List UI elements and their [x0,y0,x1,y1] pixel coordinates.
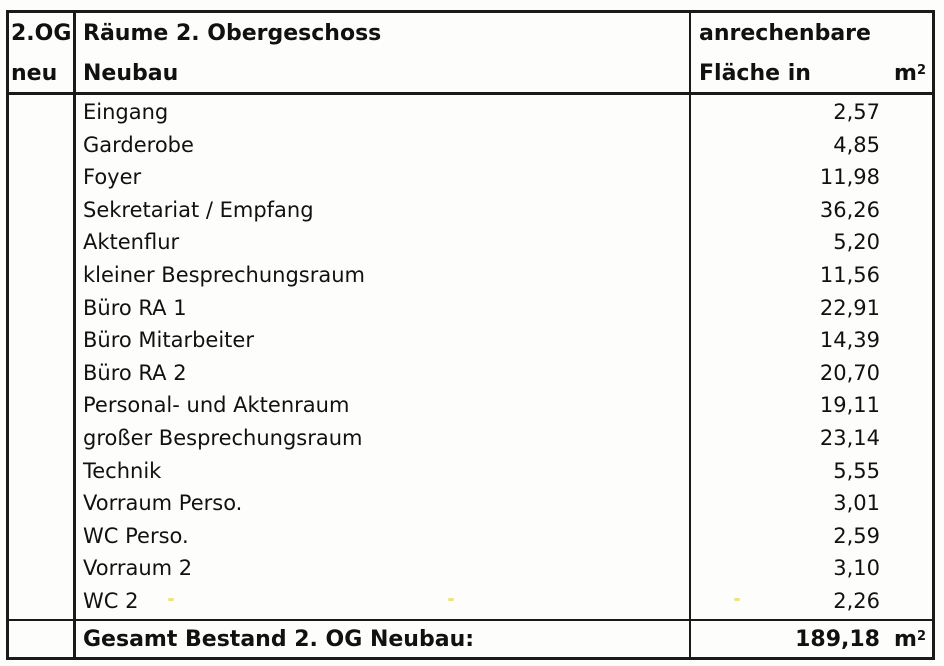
scan-speck [734,598,740,601]
header-area-label: anrechenbare [699,21,871,46]
room-area: 3,10 [833,556,880,581]
room-name: Büro Mitarbeiter [83,328,254,353]
room-name: kleiner Besprechungsraum [83,263,365,287]
room-name: Büro RA 1 [83,295,187,320]
room-name: Büro RA 2 [83,360,187,385]
room-name: Vorraum Perso. [83,491,243,516]
table-row [9,456,932,489]
room-name: Garderobe [83,132,194,157]
table-row [9,586,932,619]
room-area: 36,26 [819,197,880,222]
room-area: 2,26 [833,589,880,613]
table-row [9,521,932,554]
table-row [9,293,932,326]
table-row [9,423,932,456]
room-name: Sekretariat / Empfang [83,197,314,222]
header-rooms-label: Räume 2. Obergeschoss [83,21,382,46]
room-area: 2,59 [833,523,880,548]
table-row [9,260,932,293]
room-area: 5,20 [833,230,880,255]
room-area: 23,14 [819,426,880,450]
room-area: 22,91 [819,295,880,320]
room-name: WC 2 [83,589,139,613]
table-row [9,488,932,521]
room-name: großer Besprechungsraum [83,426,363,450]
room-name: Foyer [83,165,142,190]
table-row [9,358,932,391]
room-name: Technik [83,458,162,483]
room-area: 2,57 [833,100,880,124]
room-name: WC Perso. [83,523,189,548]
room-area: 11,56 [819,263,880,287]
table-row [9,195,932,228]
header-area-sublabel: Fläche in [699,61,811,86]
table-row [9,390,932,423]
room-area: 14,39 [819,328,880,353]
scan-speck [448,598,454,601]
header-unit: $m^2$ [894,61,926,86]
room-name: Personal- und Aktenraum [83,393,350,418]
footer-divider [9,619,932,621]
room-area: 3,01 [833,491,880,516]
room-area: 11,98 [819,165,880,190]
room-name: Eingang [83,100,169,124]
total-value: 189,18 [795,627,880,652]
room-name: Aktenflur [83,230,180,255]
table-row [9,162,932,195]
room-area-table [6,10,935,660]
table-row [9,130,932,163]
room-area: 4,85 [833,132,880,157]
room-area: 19,11 [819,393,880,418]
header-floor-label: 2.OG [11,21,72,46]
room-name: Vorraum 2 [83,556,193,581]
table-row [9,97,932,130]
room-area: 20,70 [819,360,880,385]
total-label: Gesamt Bestand 2. OG Neubau: [83,627,475,652]
table-row [9,227,932,260]
table-row [9,325,932,358]
header-rooms-sublabel: Neubau [83,61,179,86]
total-unit: $m^2$ [894,627,926,652]
room-list [9,97,932,619]
room-area: 5,55 [833,458,880,483]
header-floor-sublabel: neu [11,61,58,86]
table-row [9,553,932,586]
scan-speck [168,598,174,601]
